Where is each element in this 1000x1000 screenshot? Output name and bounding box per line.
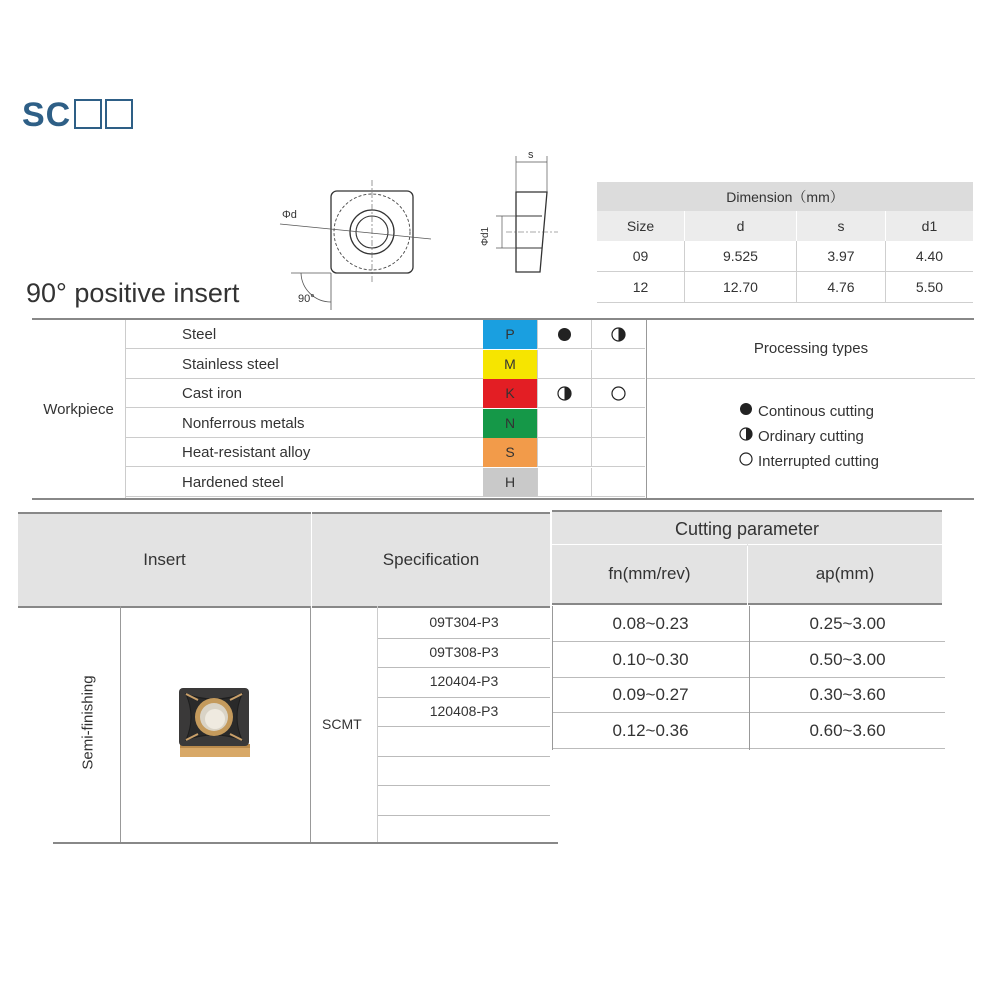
insert-image bbox=[176, 686, 252, 760]
category-label: Semi-finishing bbox=[79, 675, 97, 770]
empty-cell bbox=[591, 350, 645, 379]
material-name: Nonferrous metals bbox=[126, 409, 483, 438]
header-specification: Specification bbox=[312, 512, 550, 608]
empty-cell bbox=[537, 350, 591, 379]
empty-cell bbox=[537, 468, 591, 497]
header-fn: fn(mm/rev) bbox=[552, 544, 747, 605]
fn-value: 0.08~0.23 bbox=[612, 614, 689, 633]
half-circle-icon bbox=[591, 320, 645, 349]
header-insert: Insert bbox=[18, 512, 311, 608]
placeholder-box bbox=[105, 99, 133, 129]
label-s: s bbox=[528, 150, 534, 161]
material-name: Hardened steel bbox=[126, 468, 483, 497]
material-code-badge: P bbox=[483, 320, 537, 350]
processing-types-title: Processing types bbox=[647, 320, 975, 379]
table-cell: 09 bbox=[597, 241, 684, 272]
empty-cell bbox=[591, 409, 645, 438]
table-cell: 3.97 bbox=[796, 241, 885, 272]
table-cell: 9.525 bbox=[684, 241, 796, 272]
material-name: Heat-resistant alloy bbox=[126, 438, 483, 467]
label-d1: Φd1 bbox=[480, 226, 491, 246]
processing-types bbox=[646, 320, 975, 498]
empty-cell bbox=[591, 468, 645, 497]
full-circle-icon bbox=[537, 320, 591, 349]
table-cell: 12 bbox=[597, 272, 684, 303]
header-cutting-parameter: Cutting parameter bbox=[552, 510, 942, 546]
spec-row bbox=[378, 727, 550, 756]
legend-label: Ordinary cutting bbox=[758, 427, 864, 445]
material-name: Stainless steel bbox=[126, 350, 483, 379]
spec-row: 09T304-P3 bbox=[429, 614, 499, 630]
label-angle: 90° bbox=[298, 293, 315, 305]
col-header: d1 bbox=[885, 211, 973, 241]
dimension-table bbox=[597, 182, 973, 303]
divider bbox=[749, 606, 750, 750]
spec-row bbox=[378, 786, 550, 815]
material-name: Steel bbox=[126, 320, 483, 349]
workpiece-label: Workpiece bbox=[32, 320, 126, 498]
divider bbox=[552, 606, 553, 750]
category-cell bbox=[53, 606, 120, 842]
material-code-badge: K bbox=[483, 379, 537, 409]
subtitle: 90° positive insert bbox=[26, 278, 240, 308]
ap-value: 0.25~3.00 bbox=[809, 614, 886, 633]
spec-row: 120408-P3 bbox=[429, 702, 499, 719]
col-header: Size bbox=[597, 211, 684, 241]
table-cell: 4.40 bbox=[885, 241, 973, 272]
table-cell: 12.70 bbox=[684, 272, 796, 303]
fn-value: 0.12~0.36 bbox=[612, 720, 689, 740]
divider bbox=[120, 606, 121, 842]
material-code-badge: M bbox=[483, 350, 537, 380]
col-header: s bbox=[796, 211, 885, 241]
empty-cell bbox=[591, 438, 645, 467]
placeholder-box bbox=[74, 99, 102, 129]
material-name: Cast iron bbox=[126, 379, 483, 408]
table-cell: 4.76 bbox=[796, 272, 885, 303]
ap-value: 0.30~3.60 bbox=[809, 685, 886, 704]
spec-row bbox=[378, 757, 550, 786]
material-code-badge: S bbox=[483, 438, 537, 468]
empty-cell bbox=[537, 438, 591, 467]
spec-row bbox=[378, 816, 550, 845]
title-text: SC bbox=[22, 96, 72, 134]
fn-value: 0.09~0.27 bbox=[612, 685, 689, 704]
page-title bbox=[22, 96, 133, 135]
half-circle-icon bbox=[739, 427, 753, 445]
legend-interrupted bbox=[739, 452, 879, 470]
material-code-badge: H bbox=[483, 468, 537, 498]
material-code-badge: N bbox=[483, 409, 537, 439]
table-cell: 5.50 bbox=[885, 272, 973, 303]
dimension-caption: Dimension（mm） bbox=[597, 182, 973, 211]
workpiece-table bbox=[32, 318, 974, 500]
ap-value: 0.60~3.60 bbox=[809, 720, 886, 740]
half-circle-icon bbox=[537, 379, 591, 408]
divider bbox=[310, 606, 311, 842]
spec-row: 120404-P3 bbox=[429, 673, 499, 689]
legend-ordinary bbox=[739, 427, 864, 445]
legend-continuous bbox=[739, 402, 874, 420]
legend-label: Interrupted cutting bbox=[758, 452, 879, 470]
fn-value: 0.10~0.30 bbox=[612, 649, 689, 669]
spec-type: SCMT bbox=[322, 716, 362, 732]
ap-value: 0.50~3.00 bbox=[809, 649, 886, 669]
insert-drawing bbox=[276, 150, 566, 312]
spec-row: 09T308-P3 bbox=[429, 643, 499, 660]
empty-cell bbox=[537, 409, 591, 438]
empty-circle-icon bbox=[591, 379, 645, 408]
empty-circle-icon bbox=[739, 452, 753, 470]
header-ap: ap(mm) bbox=[748, 544, 942, 605]
full-circle-icon bbox=[739, 402, 753, 420]
label-d: Φd bbox=[282, 209, 297, 221]
col-header: d bbox=[684, 211, 796, 241]
legend-label: Continous cutting bbox=[758, 402, 874, 420]
